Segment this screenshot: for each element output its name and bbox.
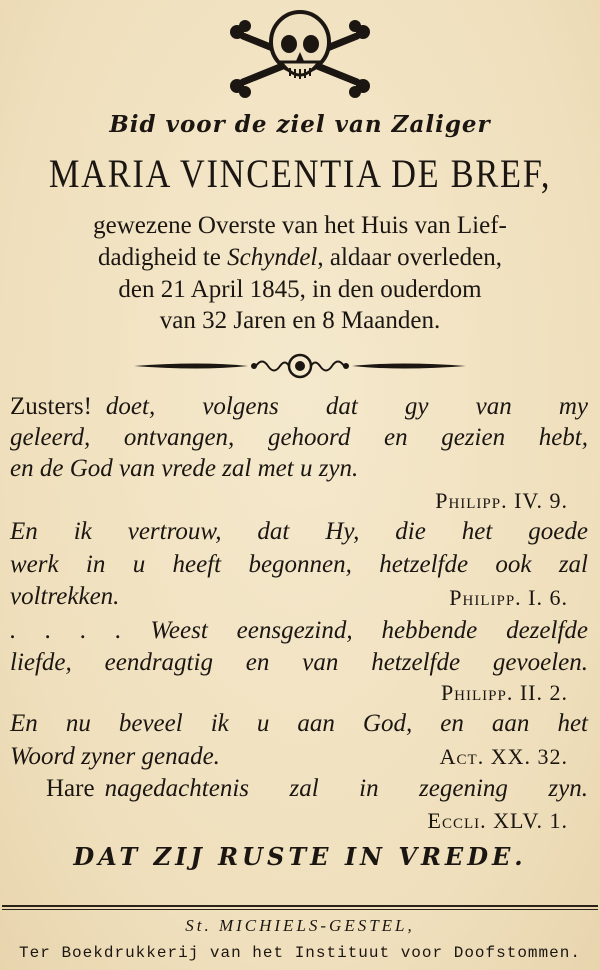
- bio-text: , aldaar overleden,: [317, 244, 502, 271]
- verse-2-line-1: En ik vertrouw, dat Hy, die het goede: [10, 518, 588, 545]
- verse-3-line-1: . . . . Weest eensgezind, hebbende dezelfde: [10, 617, 588, 644]
- verse-3-reference: Philipp. II. 2.: [440, 680, 568, 705]
- verse-1-line-2: geleerd, ontvangen, gehoord en gezien hebt,: [10, 424, 588, 451]
- printer-place: St. MICHIELS-GESTEL,: [185, 916, 415, 935]
- verse-4-reference: Act. XX. 32.: [439, 744, 568, 769]
- verse-3-line-2: liefde, eendragtig en van hetzelfde gevoelen.: [10, 649, 588, 676]
- verse-2-reference: Philipp. I. 6.: [449, 585, 568, 610]
- bio-line-3: den 21 April 1845, in den ouderdom: [118, 276, 482, 303]
- skull-crossbones-icon: [0, 6, 600, 98]
- bio-line-4: van 32 Jaren en 8 Maanden.: [159, 307, 441, 334]
- verse-4-line-2: Woord zyner genade.: [10, 743, 220, 770]
- verse-2-line-3: voltrekken.: [10, 583, 120, 610]
- verse-5-reference: Eccli. XLV. 1.: [427, 808, 568, 833]
- closing-prayer: DAT ZIJ RUSTE IN VREDE.: [73, 842, 527, 871]
- verse-2-line-2: werk in u heeft begonnen, hetzelfde ook zal: [10, 551, 588, 578]
- bio-text: dadigheid te: [98, 244, 228, 271]
- divider-thick: [2, 905, 598, 907]
- divider-thin: [2, 909, 598, 910]
- verse-1-line-1: [10, 393, 588, 421]
- verse-lead: Hare: [46, 775, 95, 802]
- deceased-name: MARIA VINCENTIA DE BREF,: [48, 151, 552, 196]
- ornament-divider: [130, 351, 470, 381]
- verse-4-line-1: En nu beveel ik u aan God, en aan het: [10, 710, 588, 737]
- verse-text: nagedachtenis zal in zegening zyn.: [104, 775, 588, 802]
- verse-text: doet, volgens dat gy van my: [105, 393, 588, 420]
- place-name: Schyndel: [227, 244, 318, 271]
- verse-1-line-3: en de God van vrede zal met u zyn.: [10, 455, 359, 482]
- verse-5-line-1: [46, 775, 588, 803]
- prayer-heading: Bid voor de ziel van Zaliger: [109, 111, 491, 138]
- verse-1-reference: Philipp. IV. 9.: [435, 488, 568, 513]
- printer-name: Ter Boekdrukkerij van het Instituut voor Doofstommen.: [19, 944, 581, 962]
- bio-line-2: [0, 244, 600, 272]
- verse-lead: Zusters!: [10, 393, 92, 420]
- bio-line-1: gewezene Overste van het Huis van Lief-: [93, 212, 507, 239]
